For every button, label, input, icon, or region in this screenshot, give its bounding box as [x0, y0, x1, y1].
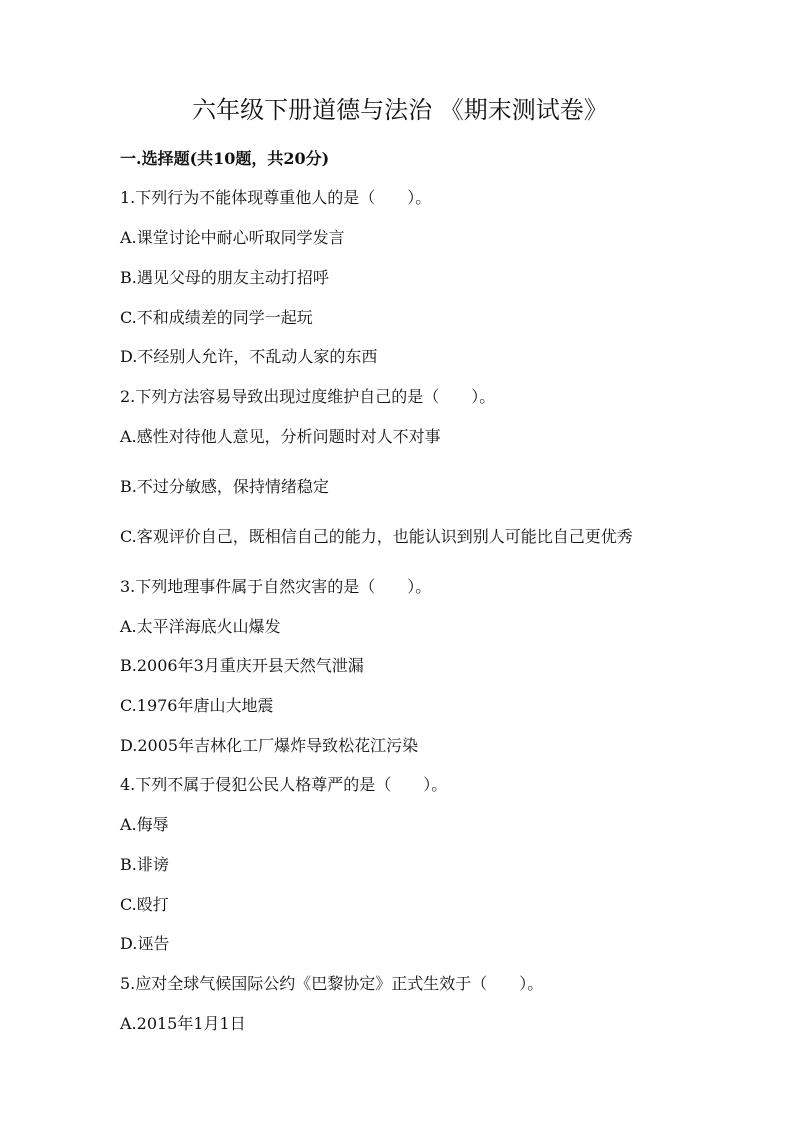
q3-option-d: D.2005年吉林化工厂爆炸导致松花江污染 — [120, 736, 419, 755]
question-3: 3.下列地理事件属于自然灾害的是（ ）。 — [120, 577, 432, 596]
q3-option-b: B.2006年3月重庆开县天然气泄漏 — [120, 656, 364, 675]
question-1: 1.下列行为不能体现尊重他人的是（ ）。 — [120, 188, 432, 207]
q3-option-c: C.1976年唐山大地震 — [120, 696, 274, 715]
q2-option-a: A.感性对待他人意见，分析问题时对人不对事 — [120, 427, 441, 446]
q4-option-a: A.侮辱 — [120, 815, 169, 834]
q5-option-a: A.2015年1月1日 — [120, 1014, 246, 1033]
q2-option-c: C.客观评价自己，既相信自己的能力，也能认识到别人可能比自己更优秀 — [120, 527, 633, 546]
page-title: 六年级下册道德与法治 《期末测试卷》 — [192, 96, 608, 124]
q1-option-d: D.不经别人允许，不乱动人家的东西 — [120, 347, 378, 366]
q1-option-a: A.课堂讨论中耐心听取同学发言 — [120, 228, 345, 247]
q2-option-b: B.不过分敏感，保持情绪稳定 — [120, 477, 329, 496]
q4-option-c: C.殴打 — [120, 895, 169, 914]
q4-option-b: B.诽谤 — [120, 855, 169, 874]
section-heading: 一.选择题(共10题，共20分) — [120, 149, 330, 168]
question-5: 5.应对全球气候国际公约《巴黎协定》正式生效于（ ）。 — [120, 974, 544, 993]
q1-option-c: C.不和成绩差的同学一起玩 — [120, 308, 313, 327]
q4-option-d: D.诬告 — [120, 934, 170, 953]
q3-option-a: A.太平洋海底火山爆发 — [120, 617, 281, 636]
question-2: 2.下列方法容易导致出现过度维护自己的是（ ）。 — [120, 387, 496, 406]
question-4: 4.下列不属于侵犯公民人格尊严的是（ ）。 — [120, 775, 448, 794]
q1-option-b: B.遇见父母的朋友主动打招呼 — [120, 268, 329, 287]
